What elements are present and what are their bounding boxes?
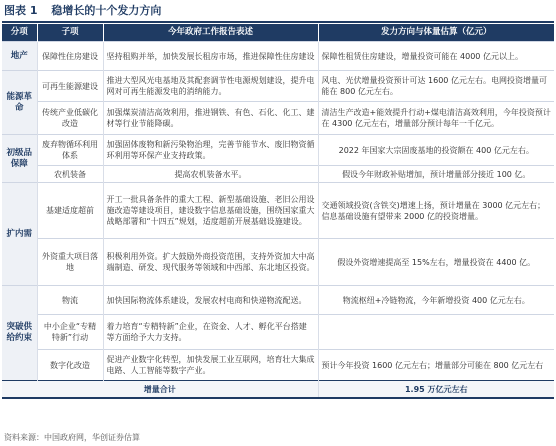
investment-cell: 假设今年财政补贴增加，预计增量部分接近 100 亿。 <box>318 166 554 183</box>
header-work-report: 今年政府工作报告表述 <box>103 24 318 42</box>
table-row <box>2 42 554 71</box>
work-report-cell: 积极利用外资。扩大鼓励外商投资范围，支持外资加大中高端制造、研发、现代服务等领域和中西部、东北地区投资。 <box>103 239 318 286</box>
header-direction: 发力方向与体量估算（亿元） <box>318 24 554 42</box>
table-row <box>2 315 554 350</box>
caption-number: 图表 1 <box>4 4 38 17</box>
table-row <box>2 239 554 286</box>
investment-cell: 物流枢纽+冷链物流，今年新增投资 400 亿元左右。 <box>318 286 554 315</box>
total-label: 增量合计 <box>2 381 318 399</box>
category-cell: 扩内需 <box>2 183 37 286</box>
table-row <box>2 102 554 135</box>
work-report-cell: 加强固体废物和新污染物治理，完善节能节水、废旧物资循环利用等环保产业支持政策。 <box>103 135 318 166</box>
header-category: 分项 <box>2 24 37 42</box>
work-report-cell: 开工一批具备条件的重大工程、新型基础设施、老旧公用设施改造等建设项目，建设数字信息基础设施，围绕国家重大战略部署和“十四五”规划，适度超前开展基础设施建设。 <box>103 183 318 239</box>
table-caption <box>4 2 171 20</box>
subitem-cell: 保障性住房建设 <box>37 42 103 71</box>
source-note: 资料来源：中国政府网，华创证券估算 <box>4 433 140 442</box>
total-value: 1.95 万亿元左右 <box>318 381 554 399</box>
category-cell: 能源革命 <box>2 71 37 135</box>
investment-cell <box>318 315 554 350</box>
total-row <box>2 381 554 399</box>
table-row <box>2 166 554 183</box>
table-row <box>2 135 554 166</box>
work-report-cell: 促进产业数字化转型，加快发展工业互联网，培育壮大集成电路、人工智能等数字产业。 <box>103 350 318 381</box>
subitem-cell: 可再生能源建设 <box>37 71 103 102</box>
investment-cell: 交通领域投资(含铁交)增速上扬，预计增量在 3000 亿元左右；信息基础设施有望带来 2000 亿的投资增量。 <box>318 183 554 239</box>
subitem-cell: 农机装备 <box>37 166 103 183</box>
subitem-cell: 物流 <box>37 286 103 315</box>
work-report-cell: 加快国际物流体系建设，发展农村电商和快递物流配送。 <box>103 286 318 315</box>
category-cell: 突破供给约束 <box>2 286 37 381</box>
investment-cell: 风电、光伏增量投资预计可达 1600 亿元左右。电网投资增量可能在 800 亿元左右。 <box>318 71 554 102</box>
table-row <box>2 183 554 239</box>
table-row <box>2 71 554 102</box>
caption-title: 稳增长的十个发力方向 <box>51 4 162 17</box>
investment-cell: 清洁生产改造+能效提升行动+煤电清洁高效利用，今年投资预计在 4300 亿元左右，增量部分预计每年一千亿元。 <box>318 102 554 135</box>
header-subitem: 子项 <box>37 24 103 42</box>
subitem-cell: 传统产业低碳化改造 <box>37 102 103 135</box>
work-report-cell: 加强煤炭清洁高效利用，推进钢铁、有色、石化、化工、建材等行业节能降碳。 <box>103 102 318 135</box>
table-row <box>2 350 554 381</box>
caption-rule <box>2 21 554 23</box>
investment-cell: 2022 年国家大宗固废基地的投资额在 400 亿元左右。 <box>318 135 554 166</box>
investment-cell: 保障性租赁住房建设，增量投资可能在 4000 亿元以上。 <box>318 42 554 71</box>
work-report-cell: 着力培育“专精特新”企业，在资金、人才、孵化平台搭建等方面给予大力支持。 <box>103 315 318 350</box>
work-report-cell: 坚持租购并举，加快发展长租房市场，推进保障性住房建设 <box>103 42 318 71</box>
subitem-cell: 中小企业“专精特新”行动 <box>37 315 103 350</box>
work-report-cell: 推进大型风光电基地及其配套调节性电源规划建设，提升电网对可再生能源发电的消纳能力。 <box>103 71 318 102</box>
table-row <box>2 286 554 315</box>
investment-cell: 假设外资增速提高至 15%左右，增量投资在 4400 亿。 <box>318 239 554 286</box>
table-header-row <box>2 24 554 42</box>
subitem-cell: 外资重大项目落地 <box>37 239 103 286</box>
growth-directions-table <box>2 24 554 399</box>
work-report-cell: 提高农机装备水平。 <box>103 166 318 183</box>
investment-cell: 预计今年投资 1600 亿元左右；增量部分可能在 800 亿元左右 <box>318 350 554 381</box>
category-cell: 地产 <box>2 42 37 71</box>
subitem-cell: 基建适度超前 <box>37 183 103 239</box>
category-cell: 初级品保障 <box>2 135 37 183</box>
subitem-cell: 废弃物循环利用体系 <box>37 135 103 166</box>
subitem-cell: 数字化改造 <box>37 350 103 381</box>
